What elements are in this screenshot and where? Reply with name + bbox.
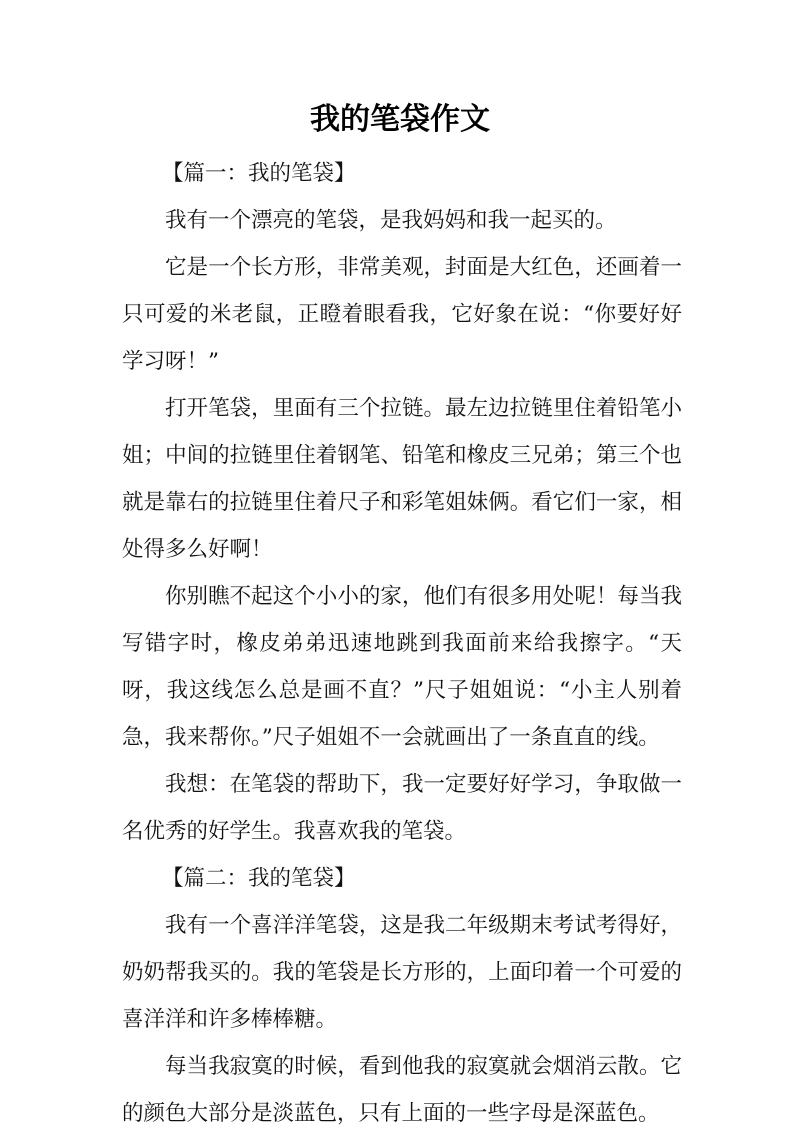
section-heading: 【篇二：我的笔袋】	[162, 866, 356, 891]
section-heading: 【篇一：我的笔袋】	[162, 161, 356, 186]
document-body	[122, 150, 682, 1137]
paragraph: 打开笔袋，里面有三个拉链。最左边拉链里住着铅笔小姐；中间的拉链里住着钢笔、铅笔和橡皮三兄弟；第三个也就是靠右的拉链里住着尺子和彩笔姐妹俩。看它们一家，相处得多么好啊！	[122, 396, 682, 562]
paragraph: 我有一个喜洋洋笔袋，这是我二年级期末考试考得好，奶奶帮我买的。我的笔袋是长方形的，上面印着一个可爱的喜洋洋和许多棒棒糖。	[122, 913, 682, 1032]
document-title: 我的笔袋作文	[310, 102, 490, 137]
paragraph: 我有一个漂亮的笔袋，是我妈妈和我一起买的。	[165, 208, 617, 233]
paragraph: 你别瞧不起这个小小的家，他们有很多用处呢！每当我写错字时，橡皮弟弟迅速地跳到我面前来给我擦字。“天呀，我这线怎么总是画不直？”尺子姐姐说：“小主人别着急，我来帮你。”尺子姐姐不一会就画出了一条直直的线。	[122, 584, 682, 750]
paragraph: 每当我寂寞的时候，看到他我的寂寞就会烟消云散。它的颜色大部分是淡蓝色，只有上面的一些字母是深蓝色。	[122, 1054, 682, 1126]
paragraph: 它是一个长方形，非常美观，封面是大红色，还画着一只可爱的米老鼠，正瞪着眼看我，它好象在说：“你要好好学习呀！”	[122, 255, 682, 374]
paragraph: 我想：在笔袋的帮助下，我一定要好好学习，争取做一名优秀的好学生。我喜欢我的笔袋。	[122, 772, 682, 844]
